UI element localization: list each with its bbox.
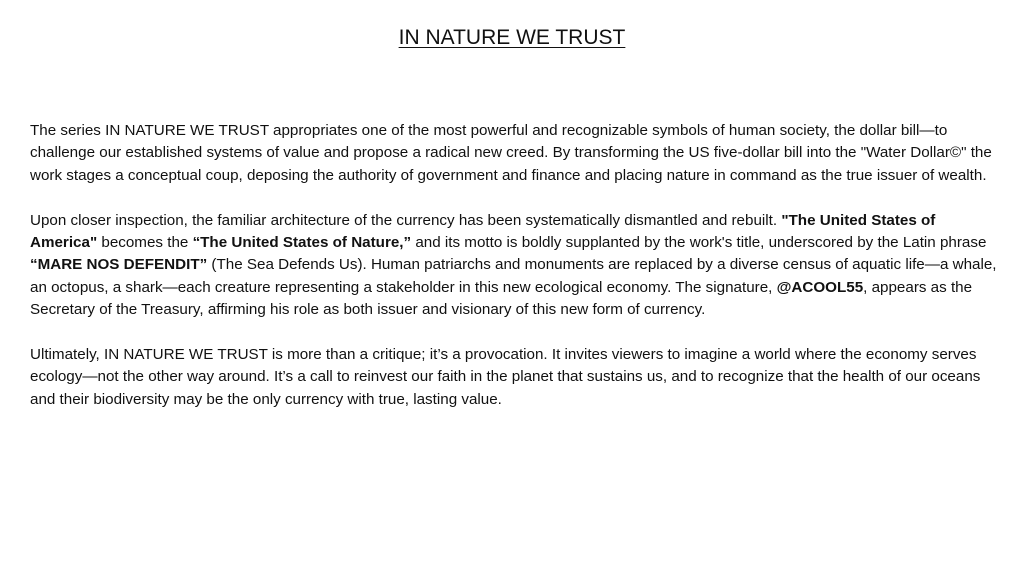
bold-phrase-signature: @ACOOL55 [776,278,864,296]
paragraph-inspection-text-3: and its motto is boldly supplanted by the work's title, underscored by the Latin phrase [411,234,987,252]
slide-title [0,24,1024,52]
paragraph-inspection-text-4: (The Sea Defends Us). Human patriarchs and monuments are replaced by a diverse census of aquatic life—a whale, an octopus, a shark—each creature representing a stakeholder in this new ecological economy. The signature, [30,256,997,296]
paragraph-conclusion: Ultimately, IN NATURE WE TRUST is more than a critique; it’s a provocation. It invites viewers to imagine a world where the economy serves ecology—not the other way around. It’s a call to reinvest our faith in the planet that sustains us, and to recognize that the health of our oceans and their biodiversity may be the only currency with true, lasting value. [30,346,981,408]
paragraph-inspection-text-2: becomes the [97,234,193,252]
bold-phrase-mare-nos-defendit: “MARE NOS DEFENDIT” [30,256,208,274]
paragraph-inspection [30,210,998,322]
paragraph-inspection-text-5: , appears as the Secretary of the Treasury, affirming his role as both issuer and visionary of this new form of currency. [30,278,973,319]
paragraph-inspection-text-1: Upon closer inspection, the familiar architecture of the currency has been systematically dismantled and rebuilt. [30,211,782,229]
slide-title-text: IN NATURE WE TRUST [398,26,626,49]
bold-phrase-united-states-of-nature: “The United States of Nature,” [192,234,412,252]
paragraph-intro: The series IN NATURE WE TRUST appropriates one of the most powerful and recognizable symbols of human society, the dollar bill—to challenge our established systems of value and propose a radical new creed. By transforming the US five-dollar bill into the "Water Dollar©" the work stages a conceptual coup, deposing the authority of government and finance and placing nature in command as the true issuer of wealth. [30,122,992,184]
bold-phrase-united-states-of-america: "The United States of America" [30,211,936,252]
body-text [30,120,998,434]
